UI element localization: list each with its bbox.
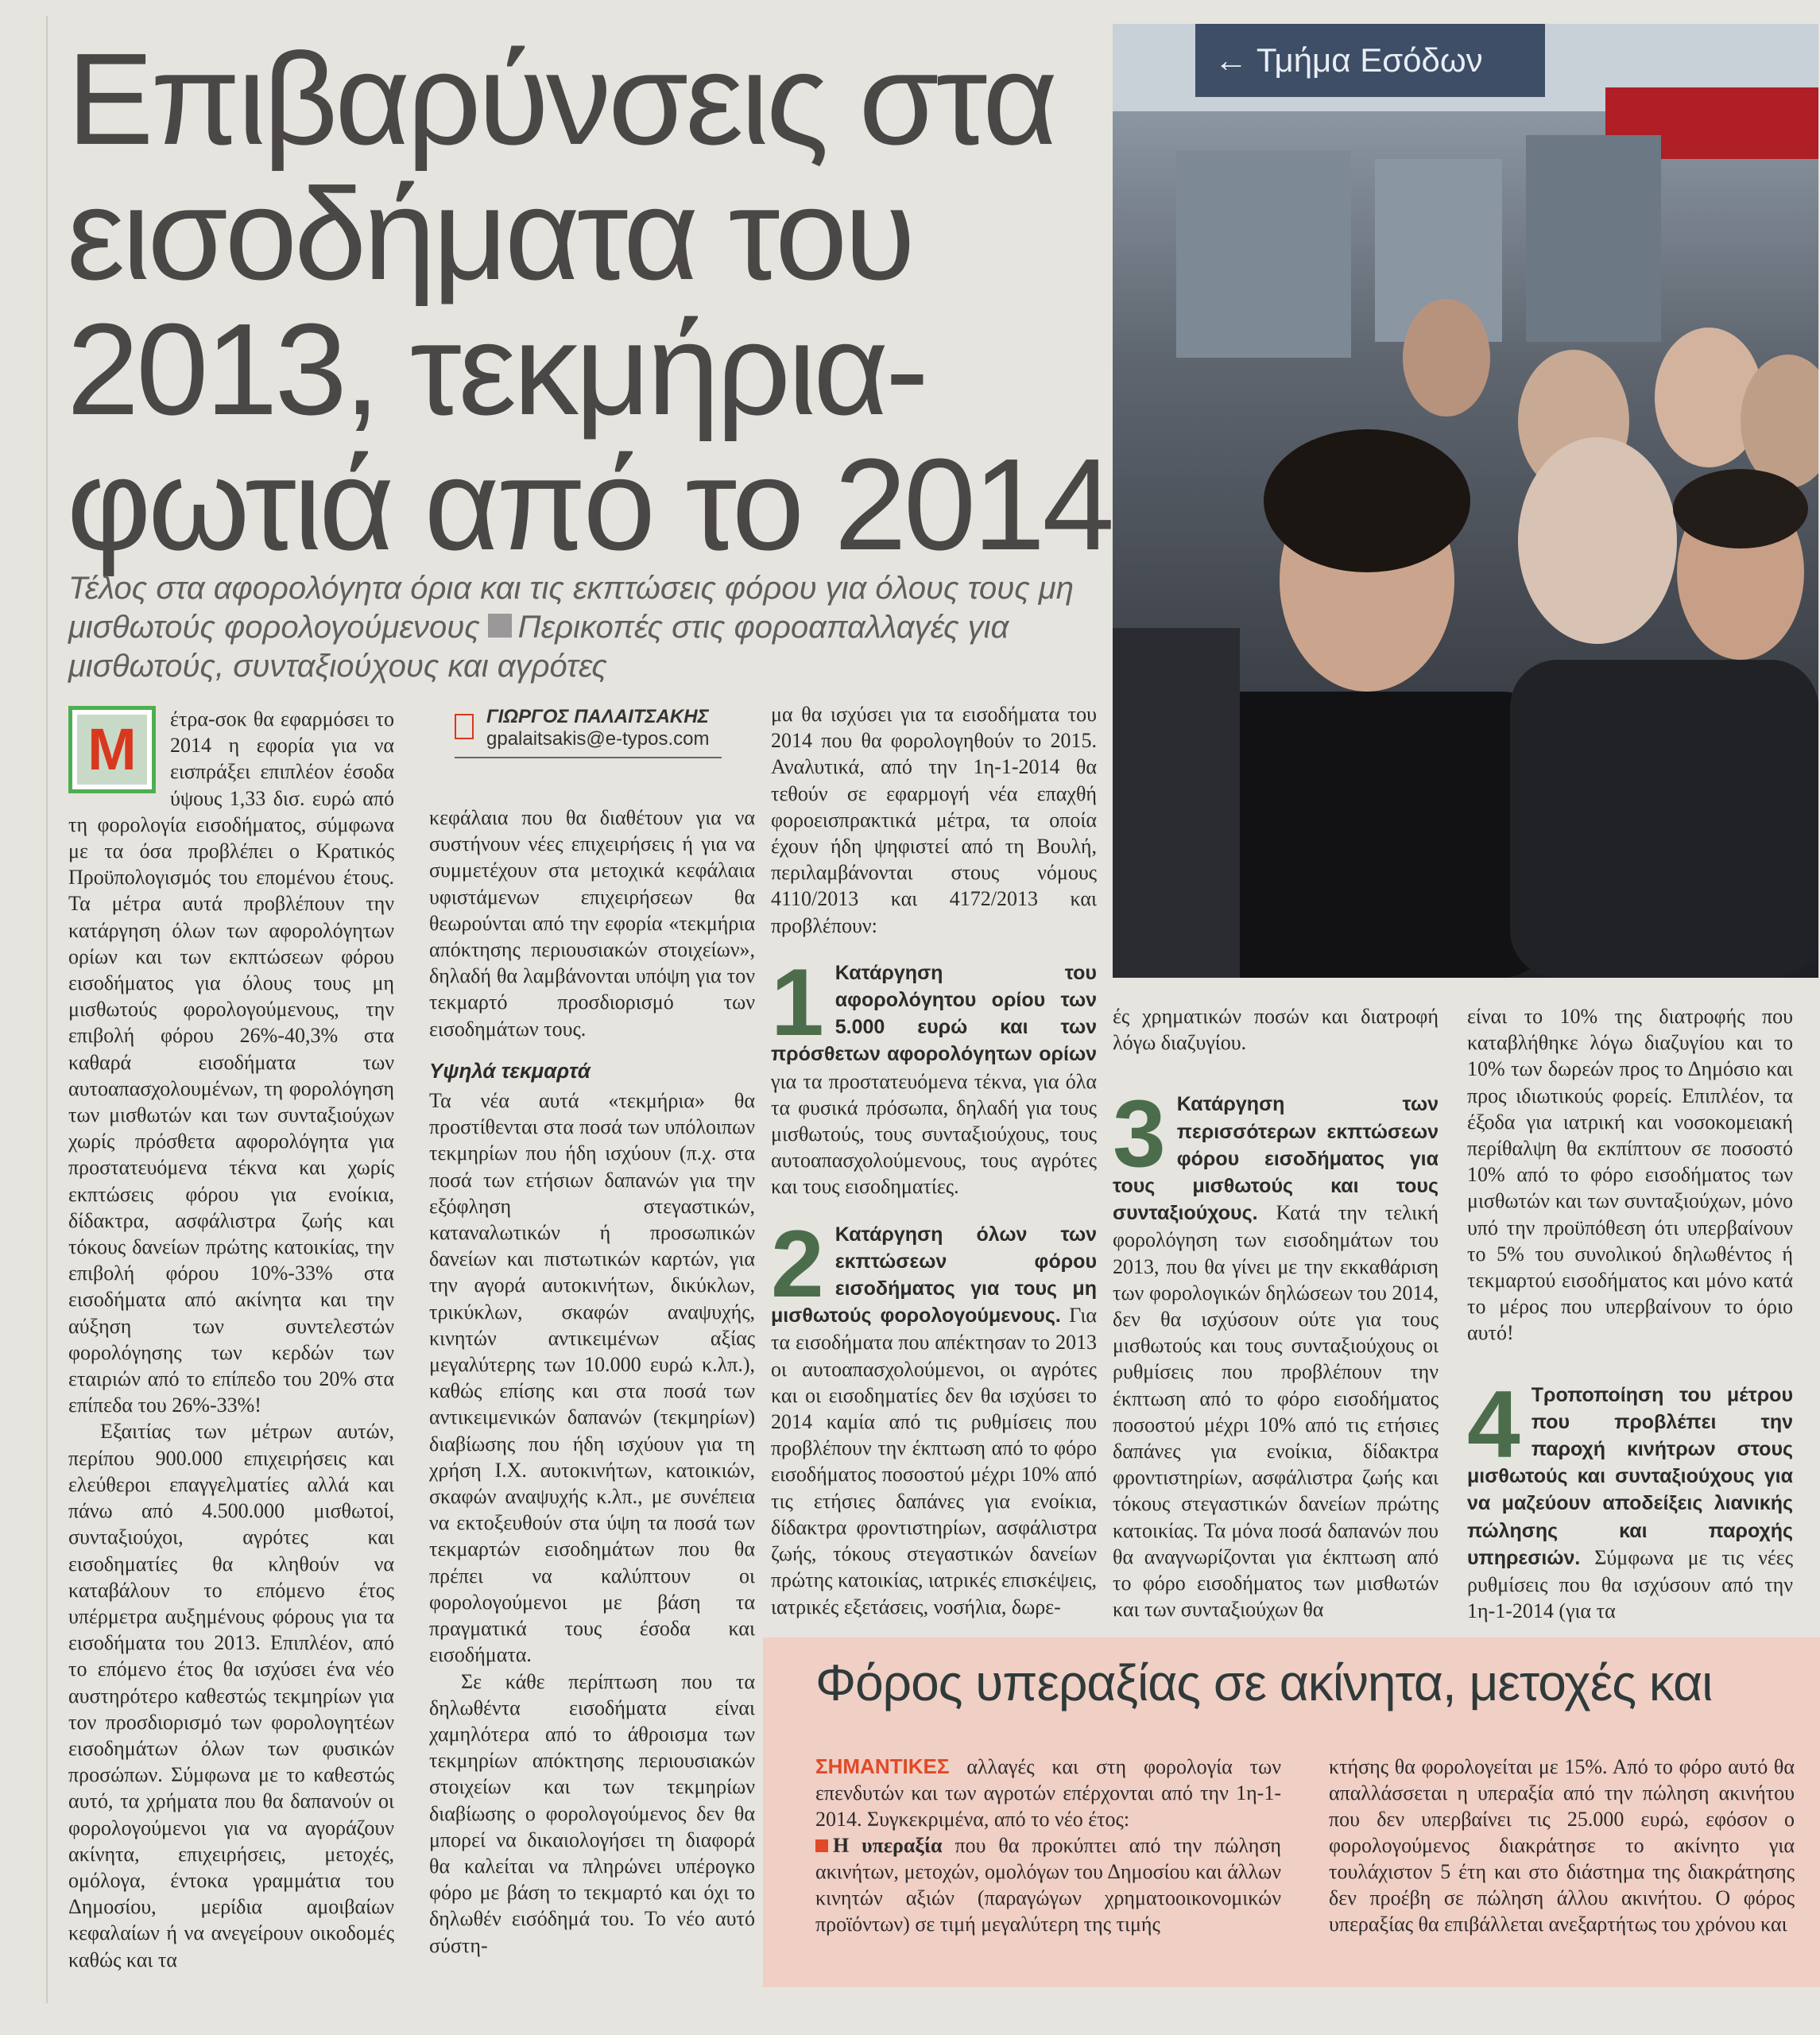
crowd-photo-illustration	[1113, 24, 1818, 978]
item-number-1: 1	[771, 948, 824, 1056]
dropcap-letter: Μ	[77, 715, 147, 785]
article-column-2	[429, 804, 755, 1959]
item-1-text: για τα προστατευόμενα τέκνα, για όλα τα φυσικά πρόσωπα, δηλαδή για τους μισθωτούς, τους συνταξιούχους, τους αυτοαπασχολούμενους, τους αγρότες και τους εισοδηματίες.	[771, 1069, 1097, 1199]
item-2-text: Για τα εισοδήματα που απέκτησαν το 2013 οι αυτοαπασχολούμενοι, οι αγρότες και οι εισοδηματίες δεν θα ισχύσει το 2014 καμία από τις ρυθμίσεις που προβλέπουν την έκπτωση από το φόρο εισοδήματος ποσοστού μέχρι 10% από τις ετήσιες δαπάνες για ενοίκια, δίδακτρα φροντιστηρίων, ασφάλιστρα ζωής, τόκους στεγαστικών δανείων πρώτης κατοικίας, ιατρικές επισκέψεις, ιατρικές εξετάσεις, νοσήλια, δωρε-	[771, 1304, 1097, 1618]
box-bullet-text: που θα προκύπτει από την πώληση ακινήτων, μετοχών, ομολόγων του Δημοσίου και άλλων κινητών αξιών (παραγώγων χρηματοοικονομικών προϊόντων) σε τιμή μεγαλύτερη της τιμής	[815, 1834, 1281, 1936]
col2-paragraph-2: Τα νέα αυτά «τεκμήρια» θα προστίθενται στα ποσά των υπόλοιπων τεκμηρίων που ήδη ισχύουν (π.χ. στα ποσά των ετήσιων δαπανών για την εξόφληση στεγαστικών, καταναλωτικών ή προσωπικών δανείων και πιστωτικών καρτών, για την αγορά αυτοκινήτων, δικύκλων, τρικύκλων, σκαφών αναψυχής, κινητών αντικειμένων αξίας μεγαλύτερης των 10.000 ευρώ κ.λπ.), καθώς επίσης και στα ποσά των αντικειμενικών δαπανών (τεκμηρίων) διαβίωσης που ήδη ισχύουν για τη χρήση Ι.Χ. αυτοκινήτων, κατοικιών, σκαφών αναψυχής κ.λπ., με συνέπεια να εκτοξευθούν στα ύψη τα ποσά των τεκμαρτών εισοδημάτων που θα πρέπει να καλύπτουν οι φορολογούμενοι με βάση τα πραγματικά τους έσοδα και εισοδήματα.	[429, 1089, 755, 1667]
item-number-3: 3	[1113, 1080, 1166, 1188]
box-col2-text: κτήσης θα φορολογείται με 15%. Από το φόρο αυτό θα απαλλάσσεται η υπεραξία από την πώληση ακινήτου που δεν υπερβαίνει τις 25.000 ευρώ, εφόσον ο φορολογούμενος διακράτησε το ακίνητο για τουλάχιστον 5 έτη και στο διάστημα της διακράτησης δεν προέβη σε πώληση άλλου ακινήτου. Ο φόρος υπεραξίας θα επιβάλλεται ανεξαρτήτως του χρόνου και	[1329, 1755, 1795, 1936]
headline-line-4: φωτιά από το 2014	[67, 432, 1112, 577]
photo-sign-text: Τμήμα Εσόδων	[1256, 41, 1483, 79]
numbered-item-4	[1467, 1370, 1793, 1625]
box-bullet	[815, 1832, 1281, 1937]
col2-paragraph-3: Σε κάθε περίπτωση που τα δηλωθέντα εισοδήματα είναι χαμηλότερα από το άθροισμα των τεκμηρίων απόκτησης περιουσιακών στοιχείων και των τεκμηρίων διαβίωσης ο φορολογούμενος δεν θα μπορεί να δικαιολογήσει τη διαφορά θα καλείται να πληρώνει υπέρογκο φόρο με βάση το τεκμαρτό και όχι το δηλωθέν εισόδημά του. Το νέο αυτό σύστη-	[429, 1669, 755, 1957]
article-column-4	[1113, 1003, 1439, 1622]
section-subtitle: Υψηλά τεκμαρτά	[429, 1058, 591, 1083]
col4-paragraph-1: ές χρηματικών ποσών και διατροφή λόγω διαζυγίου.	[1113, 1005, 1439, 1055]
item-3-text: Κατά την τελική φορολόγηση των εισοδημάτων του 2013, που θα γίνει με την εκκαθάριση των φορολογικών δηλώσεων του 2014, δεν θα ισχύσουν ούτε για τους μισθωτούς και τους συνταξιούχους οι ρυθμίσεις που προβλέπουν την έκπτωση από το φόρο εισοδήματος ποσοστού μέχρι 10% από τις ετήσιες δαπάνες για ενοίκια, δίδακτρα φροντιστηρίων, ασφάλιστρα ζωής και τόκους στεγαστικών δανείων πρώτης κατοικίας. Τα μόνα ποσά δαπανών που θα αναγνωρίζονται για έκπτωση από το φόρο εισοδήματος των μισθωτών και των συνταξιούχων θα	[1113, 1201, 1439, 1622]
box-kicker: ΣΗΜΑΝΤΙΚΕΣ	[815, 1754, 950, 1778]
headline-line-3: 2013, τεκμήρια-	[67, 297, 926, 442]
col2-paragraph-1: κεφάλαια που θα διαθέτουν για να συστήνουν νέες επιχειρήσεις ή για να συμμετέχουν στα μετοχικά κεφάλαια υφιστάμενων επιχειρήσεων θα θεωρούνται από την εφορία «τεκμήρια απόκτησης περιουσιακών στοιχείων», δηλαδή θα λαμβάνονται υπόψη για τον τεκμαρτό προσδιορισμό των εισοδημάτων τους.	[429, 806, 755, 1041]
document-icon	[455, 714, 474, 739]
subheadline	[68, 569, 1102, 686]
article-column-5	[1467, 1003, 1793, 1624]
box-column-1	[815, 1754, 1281, 1937]
byline-email: gpalaitsakis@e-typos.com	[486, 728, 710, 750]
col1-paragraph-2: Εξαιτίας των μέτρων αυτών, περίπου 900.000 επιχειρήσεις και ελεύθεροι επαγγελματίες αλλά και πάνω από 4.500.000 μισθωτοί, συνταξιούχοι, αγρότες και εισοδηματίες θα κληθούν να καταβάλουν το επόμενο έτος υπέρμετρα αυξημένους φόρους για τα εισοδήματα του 2013. Επιπλέον, από το επόμενο έτος θα ισχύσει ένα νέο αυστηρότερο καθεστώς τεκμηρίων για τον προσδιορισμό των φορολογητέων εισοδημάτων όλων των φυσικών προσώπων. Σύμφωνα με το καθεστώς αυτό, τα χρήματα που θα δαπανούν οι φορολογούμενοι για να αγοράζουν ακίνητα, επιχειρήσεις, μετοχές, ομόλογα, έντοκα γραμμάτια του Δημοσίου, μερίδια αμοιβαίων κεφαλαίων ή να ανεγείρουν οικοδομές καθώς και τα	[68, 1420, 394, 1971]
photo-sign	[1195, 24, 1545, 97]
arrow-left-icon: ←	[1214, 41, 1248, 79]
item-number-4: 4	[1467, 1370, 1520, 1478]
headline-line-2: εισοδήματα του	[67, 161, 912, 307]
col3-paragraph-1: μα θα ισχύσει για τα εισοδήματα του 2014 που θα φορολογηθούν το 2015. Αναλυτικά, από την 1η-1-2014 θα τεθούν σε εφαρμογή νέα επαχθή φοροεισπρακτικά μέτρα, τα οποία έχουν ήδη ψηφιστεί από τη Βουλή, περιλαμβάνονται στους νόμους 4110/2013 και 4172/2013 και προβλέπουν:	[771, 703, 1097, 937]
sidebar-box	[763, 1638, 1820, 1987]
headline-line-1: Επιβαρύνσεις στα	[67, 26, 1055, 172]
item-4-text: Σύμφωνα με τις νέες ρυθμίσεις που θα ισχύσουν από την 1η-1-2014 (για τα	[1467, 1545, 1793, 1623]
separator-square-icon	[488, 614, 512, 638]
bullet-square-icon	[815, 1839, 828, 1852]
subheadline-part-2: Περικοπές στις φοροαπαλλαγές για μισθωτούς, συνταξιούχους και αγρότες	[68, 610, 1009, 684]
subheadline-part-1: Τέλος στα αφορολόγητα όρια και τις εκπτώσεις φόρου για όλους τους μη μισθωτούς φορολογούμενους	[68, 571, 1074, 645]
box-bullet-heading: Η υπεραξία	[833, 1834, 943, 1857]
item-2-heading: Κατάργηση όλων των εκπτώσεων φόρου εισοδήματος για τους μη μισθωτούς φορολογούμενους.	[771, 1223, 1097, 1328]
box-intro: αλλαγές και στη φορολογία των επενδυτών και των αγροτών επέρχονται από την 1η-1-2014. Συγκεκριμένα, από το νέο έτος:	[815, 1755, 1281, 1831]
numbered-item-1	[771, 948, 1097, 1200]
numbered-item-2	[771, 1210, 1097, 1620]
numbered-item-3	[1113, 1080, 1439, 1622]
dropcap-box	[68, 706, 156, 793]
byline-author: ΓΙΩΡΓΟΣ ΠΑΛΑΙΤΣΑΚΗΣ	[486, 706, 709, 727]
col5-paragraph-1: είναι το 10% της διατροφής που καταβλήθηκε λόγω διαζυγίου και το 10% των δωρεών προς το Δημόσιο και προς ιδιωτικούς φορείς. Επιπλέον, τα έξοδα για ιατρική και νοσοκομειακή περίθαλψη θα εκπίπτουν σε ποσοστό 10% από το φόρο εισοδήματος των μισθωτών και των συνταξιούχων, μόνο υπό την προϋπόθεση ότι υπερβαίνουν το 5% του συνολικού δηλωθέντος ή τεκμαρτού εισοδήματος και μόνο κατά το μέρος που υπερβαίνουν το όριο αυτό!	[1467, 1005, 1793, 1345]
article-photo	[1113, 24, 1818, 978]
item-1-heading: Κατάργηση του αφορολόγητου ορίου των 5.000 ευρώ και των πρόσθετων αφορολόγητων ορίων	[771, 961, 1097, 1066]
box-title: Φόρος υπεραξίας σε ακίνητα, μετοχές και	[815, 1654, 1713, 1711]
article-column-1	[68, 706, 394, 1973]
article-column-3	[771, 701, 1097, 1620]
headline	[67, 26, 1112, 577]
col1-paragraph-1: έτρα-σοκ θα εφαρμόσει το 2014 η εφορία για να εισπράξει επιπλέον έσοδα ύψους 1,33 δισ. ευρώ από τη φορολογία εισοδήματος, σύμφωνα με τα όσα προβλέπει ο Κρατικός Προϋπολογισμός του επομένου έτους. Τα μέτρα αυτά προβλέπουν την κατάργηση όλων των αφορολόγητων ορίων και των εκπτώσεων φόρου εισοδήματος για όλους τους μη μισθωτούς φορολογούμενους, την επιβολή φόρου 26%-40,3% στα καθαρά εισοδήματα των αυτοαπασχολουμένων, τη φορολόγηση των μισθωτών και των συνταξιούχων χωρίς πρόσθετα αφορολόγητα για προστατευόμενα τέκνα και χωρίς εκπτώσεις φόρου για ενοίκια, δίδακτρα, ασφάλιστρα ζωής και τόκους δανείων πρώτης κατοικίας, την επιβολή φόρου 10%-33% στα εισοδήματα από ακίνητα και την αύξηση των συντελεστών φορολόγησης των κερδών των εταιριών από το επίπεδο του 20% στα επίπεδα του 26%-33%!	[68, 707, 394, 1417]
item-3-heading: Κατάργηση των περισσότερων εκπτώσεων φόρου εισοδήματος για τους μισθωτούς και τους συνταξιούχους.	[1113, 1093, 1439, 1225]
item-number-2: 2	[771, 1210, 824, 1317]
byline	[455, 706, 722, 758]
box-column-2	[1329, 1754, 1795, 1937]
item-4-heading: Τροποποίηση του μέτρου που προβλέπει την παροχή κινήτρων στους μισθωτούς και συνταξιούχους για να μαζεύουν αποδείξεις λιανικής πώλησης και παροχής υπηρεσιών.	[1467, 1383, 1793, 1569]
